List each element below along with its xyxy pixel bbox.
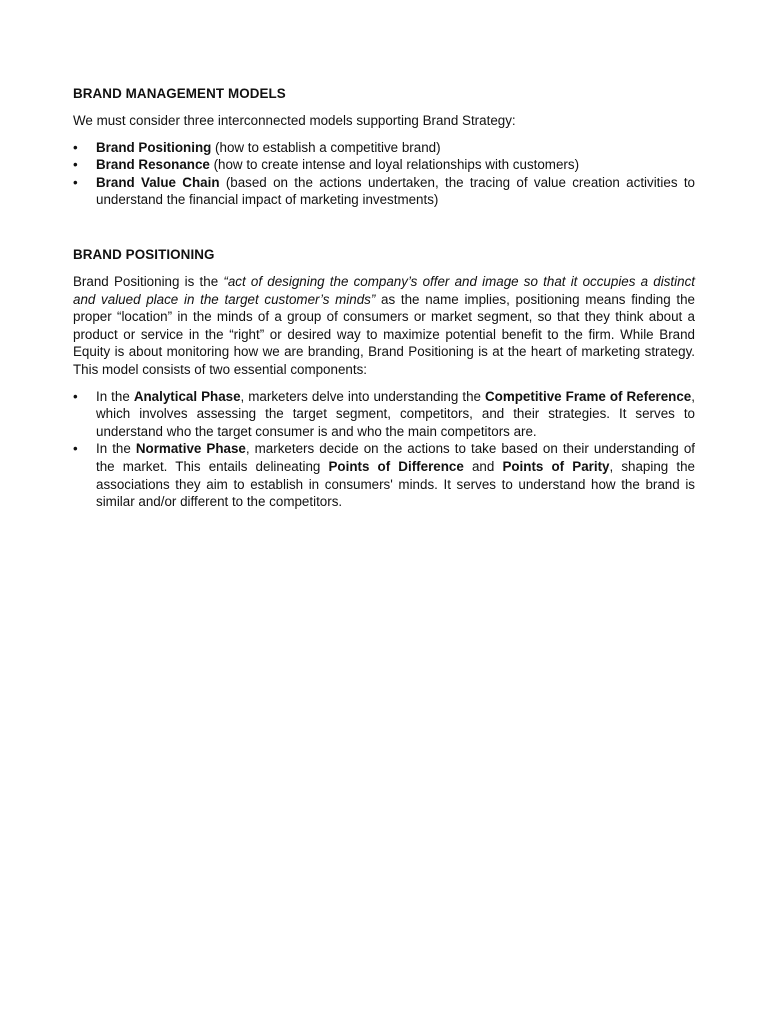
list-item-term: Normative Phase [135, 441, 246, 457]
list-item-text: , marketers delve into understanding the [240, 388, 485, 404]
paragraph-lead: Brand Positioning is the [73, 273, 224, 289]
paragraph-quote: “act of designing the company’s offer and image so that it occupies a distinct and valued place in the target customer’s minds” [73, 273, 695, 307]
list-item-text: (how to establish a competitive brand) [211, 139, 441, 155]
list-item-term: Brand Positioning [96, 139, 212, 155]
list-item-text: In the [96, 388, 134, 404]
list-item [73, 156, 695, 174]
list-item-term: Brand Resonance [96, 157, 210, 173]
document-page [73, 85, 695, 511]
list-item-text: (based on the actions undertaken, the tracing of value creation activities to understand the financial impact of marketing investments) [96, 174, 696, 208]
list-item-text: , shaping the associations they aim to establish in consumers' minds. It serves to understand how the brand is similar and/or different to the competitors. [96, 458, 695, 510]
list-item-text: , marketers decide on the actions to take based on their understanding of the market. This entails delineating [96, 441, 695, 474]
list-item [73, 440, 695, 510]
section-title-brand-positioning: BRAND POSITIONING [73, 246, 215, 262]
list-item-term: Brand Value Chain [96, 174, 220, 190]
positioning-phases-list [73, 388, 695, 511]
section-title-brand-management-models: BRAND MANAGEMENT MODELS [73, 86, 286, 101]
list-item-text: and [463, 458, 503, 474]
list-item-term: Points of Parity [502, 458, 610, 474]
bullet-icon: • [73, 157, 78, 173]
bullet-icon: • [73, 441, 78, 457]
bullet-icon: • [73, 139, 78, 155]
bullet-icon: • [73, 388, 78, 404]
section-intro: We must consider three interconnected models supporting Brand Strategy: [73, 113, 516, 128]
list-item-text: (how to create intense and loyal relationships with customers) [209, 157, 580, 173]
list-item-text: In the [96, 441, 136, 457]
list-item [73, 174, 695, 209]
brand-models-list [73, 139, 695, 209]
bullet-icon: • [73, 174, 78, 190]
list-item [73, 388, 695, 441]
list-item-term: Points of Difference [328, 458, 464, 474]
list-item-term: Analytical Phase [133, 388, 241, 404]
list-item-text: , which involves assessing the target segment, competitors, and their strategies. It serves to understand who the target consumer is and who the main competitors are. [96, 388, 695, 439]
section-paragraph [73, 273, 695, 379]
list-item-term: Competitive Frame of Reference [484, 388, 692, 404]
list-item [73, 139, 695, 157]
paragraph-rest: as the name implies, positioning means finding the proper “location” in the minds of a group of consumers or market segment, so that they think about a product or service in the “right” or desired way to maximize potential benefit to the firm. While Brand Equity is about monitoring how we are branding, Brand Positioning is at the heart of marketing strategy. This model consists of two essential components: [73, 291, 695, 377]
